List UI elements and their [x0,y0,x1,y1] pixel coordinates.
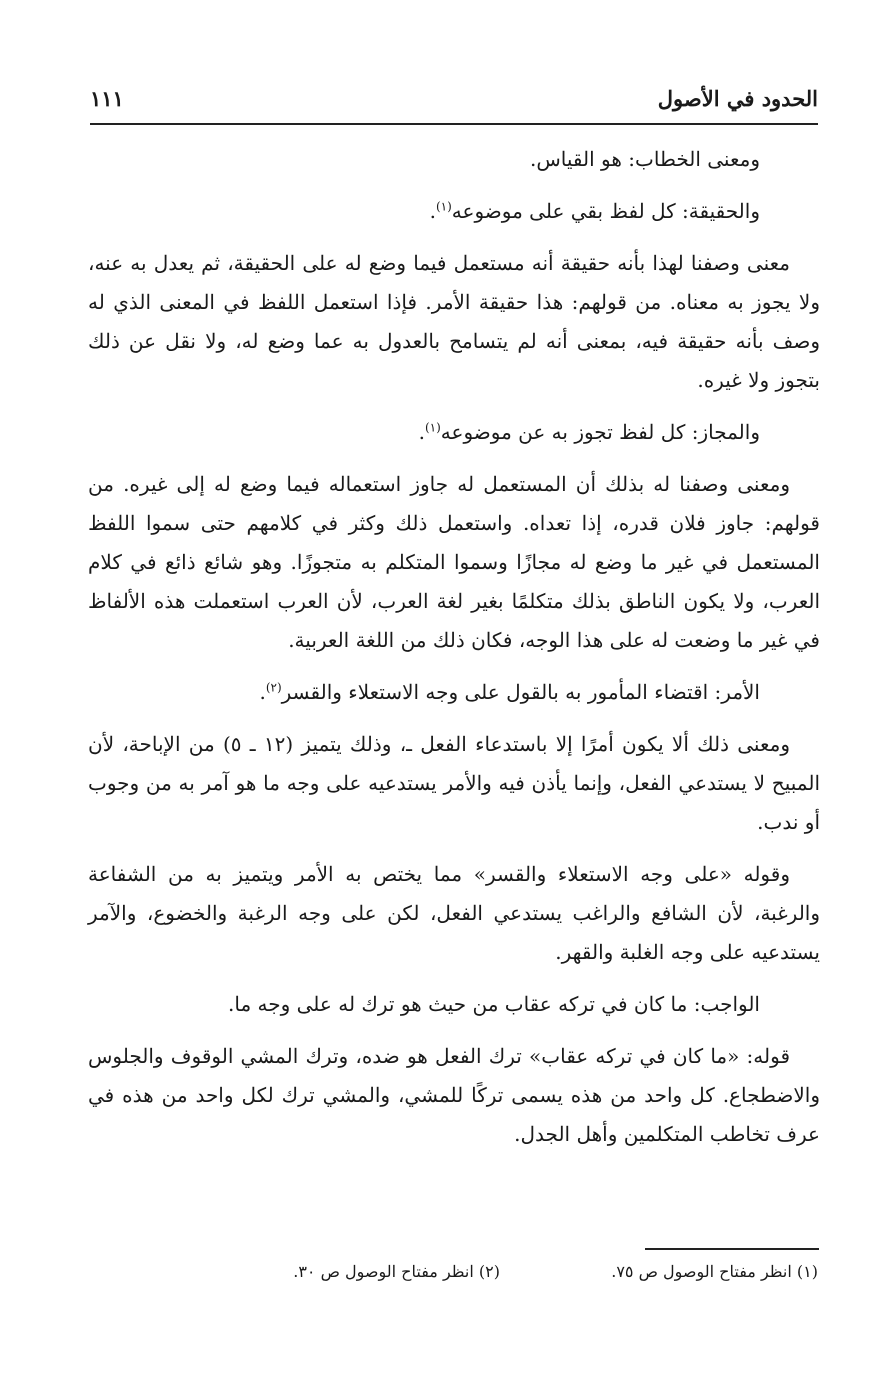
paragraph-amr-explanation: ومعنى ذلك ألا يكون أمرًا إلا باستدعاء الفعل ـ، وذلك يتميز (١٢ ـ ٥) من الإباحة، لأن المبيح لا يستدعي الفعل، وإنما يأذن فيه والأمر يستدعيه على وجه ما هو آمر به من وجوب أو ندب. [88,732,820,834]
footnote-marker: (٢) [265,680,282,695]
paragraph-haqiqa-explanation: معنى وصفنا لهذا بأنه حقيقة أنه مستعمل فيما وضع له على الحقيقة، ثم يعدل به عنه، ولا يجوز به معناه. من قولهم: هذا حقيقة الأمر. فإذا استعمل اللفظ في المعنى الذي له وصف بأنه حقيقة فيه، بمعنى أنه لم يتسامح بالعدول به عما وضع له، ولا نقل عن ذلك بتجوز ولا غيره. [88,251,820,392]
header-rule [90,123,818,125]
paragraph-istila-explanation: وقوله «على وجه الاستعلاء والقسر» مما يختص به الأمر ويتميز به من الشفاعة والرغبة، لأن الشافع والراغب يستدعي الفعل، لكن على وجه الرغبة والخضوع، والآمر يستدعيه على وجه الغلبة والقهر. [88,862,820,964]
definition-amr: الأمر: اقتضاء المأمور به بالقول على وجه الاستعلاء والقسر$^{(٢)}$. [259,680,760,704]
body-text [88,140,820,1167]
definition-haqiqa: والحقيقة: كل لفظ بقي على موضوعه$^{(١)}$. [429,199,760,223]
footnote-2: (٢) انظر مفتاح الوصول ص ٣٠. [293,1262,500,1281]
footnote-rule [645,1248,819,1250]
footnote-marker: (١) [424,420,441,435]
paragraph-wajib-explanation: قوله: «ما كان في تركه عقاب» ترك الفعل هو ضده، وترك المشي الوقوف والجلوس والاضطجاع. كل واحد من هذه يسمى تركًا للمشي، والمشي ترك لكل واحد من هذه في عرف تخاطب المتكلمين وأهل الجدل. [88,1044,820,1146]
paragraph-khitab-meaning: ومعنى الخطاب: هو القياس. [530,147,760,171]
footnote-1: (١) انظر مفتاح الوصول ص ٧٥. [611,1262,818,1281]
footnote-marker: (١) [435,199,452,214]
page-number: ١١١ [90,86,124,111]
running-title: الحدود في الأصول [657,86,818,111]
footnotes [90,1262,818,1292]
definition-majaz: والمجاز: كل لفظ تجوز به عن موضوعه$^{(١)}$. [418,420,760,444]
page-header [90,82,818,122]
paragraph-majaz-explanation: ومعنى وصفنا له بذلك أن المستعمل له جاوز استعماله فيما وضع له إلى غيره. من قولهم: جاوز فلان قدره، إذا تعداه. واستعمل ذلك وكثر في كلامهم حتى سموا اللفظ المستعمل في غير ما وضع له مجازًا وسموا المتكلم به متجوزًا. وهو شائع ذائع في كلام العرب، ولا يكون الناطق بذلك متكلمًا بغير لغة العرب، لأن العرب استعملت هذه الألفاظ في غير ما وضعت له على هذا الوجه، فكان ذلك من اللغة العربية. [88,472,820,652]
definition-wajib: الواجب: ما كان في تركه عقاب من حيث هو ترك له على وجه ما. [228,992,760,1016]
